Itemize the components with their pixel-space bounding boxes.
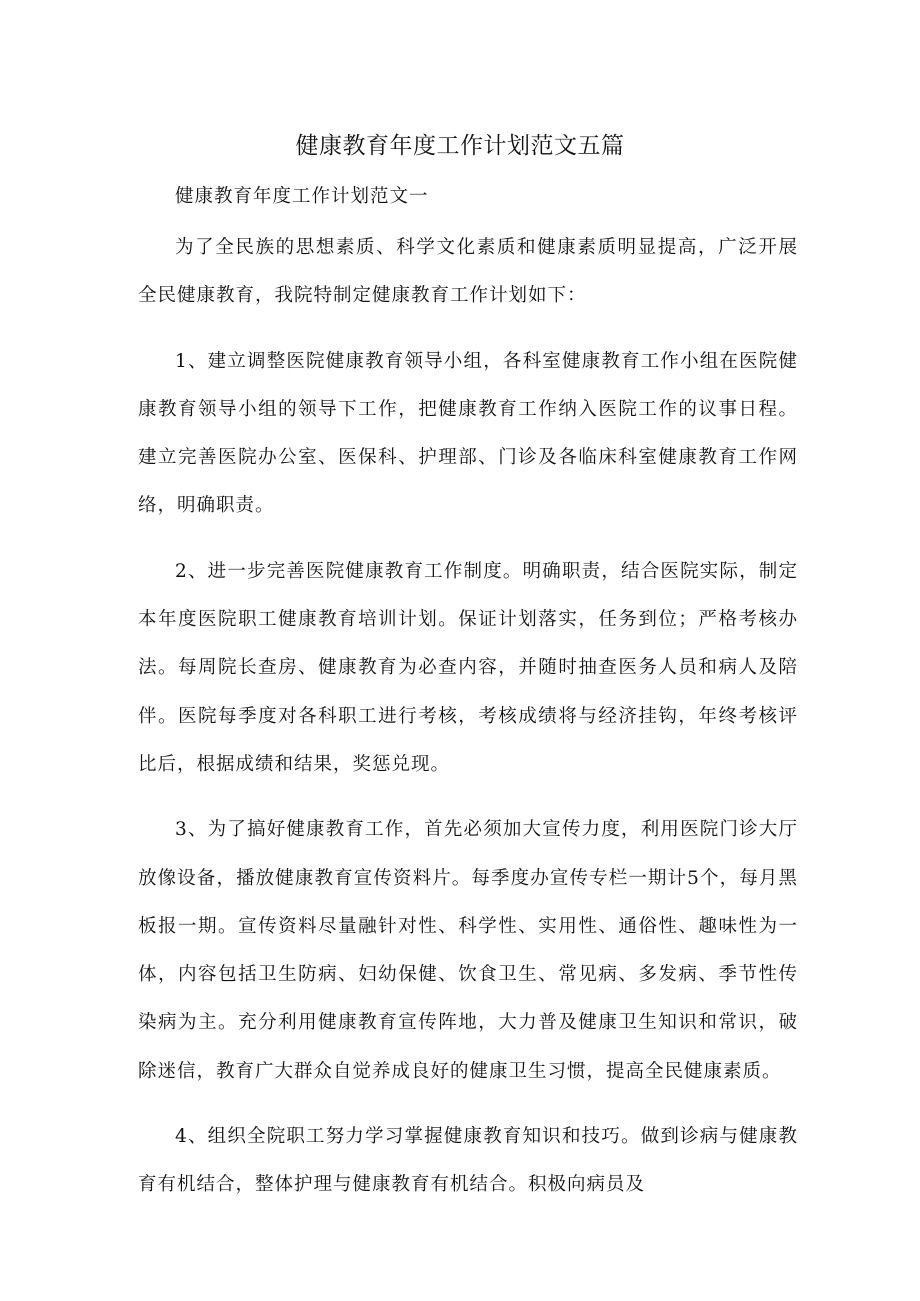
paragraph-item-3: 3、为了搞好健康教育工作，首先必须加大宣传力度，利用医院门诊大厅放像设备，播放健康教育宣传资料片。每季度办宣传专栏一期计5个，每月黑板报一期。宣传资料尽量融针对性、科学性、实用性、通俗性、趣味性为一体，内容包括卫生防病、妇幼保健、饮食卫生、常见病、多发病、季节性传染病为主。充分利用健康教育宣传阵地，大力普及健康卫生知识和常识，破除迷信，教育广大群众自觉养成良好的健康卫生习惯，提高全民健康素质。 [138, 819, 798, 1082]
document-body [138, 182, 798, 1210]
paragraph-item-2: 2、进一步完善医院健康教育工作制度。明确职责，结合医院实际，制定本年度医院职工健康教育培训计划。保证计划落实，任务到位；严格考核办法。每周院长查房、健康教育为必查内容，并随时抽查医务人员和病人及陪伴。医院每季度对各科职工进行考核，考核成绩将与经济挂钩，年终考核评比后，根据成绩和结果，奖惩兑现。 [138, 560, 798, 775]
paragraph-item-1: 1、建立调整医院健康教育领导小组，各科室健康教育工作小组在医院健康教育领导小组的领导下工作，把健康教育工作纳入医院工作的议事日程。建立完善医院办公室、医保科、护理部、门诊及各临床科室健康教育工作网络，明确职责。 [138, 350, 798, 517]
paragraph-item-4: 4、组织全院职工努力学习掌握健康教育知识和技巧。做到诊病与健康教育有机结合，整体护理与健康教育有机结合。积极向病员及 [138, 1126, 798, 1196]
document-title: 健康教育年度工作计划范文五篇 [295, 133, 625, 159]
paragraph-intro: 为了全民族的思想素质、科学文化素质和健康素质明显提高，广泛开展全民健康教育，我院特制定健康教育工作计划如下： [138, 237, 798, 307]
section-heading: 健康教育年度工作计划范文一 [175, 186, 429, 207]
